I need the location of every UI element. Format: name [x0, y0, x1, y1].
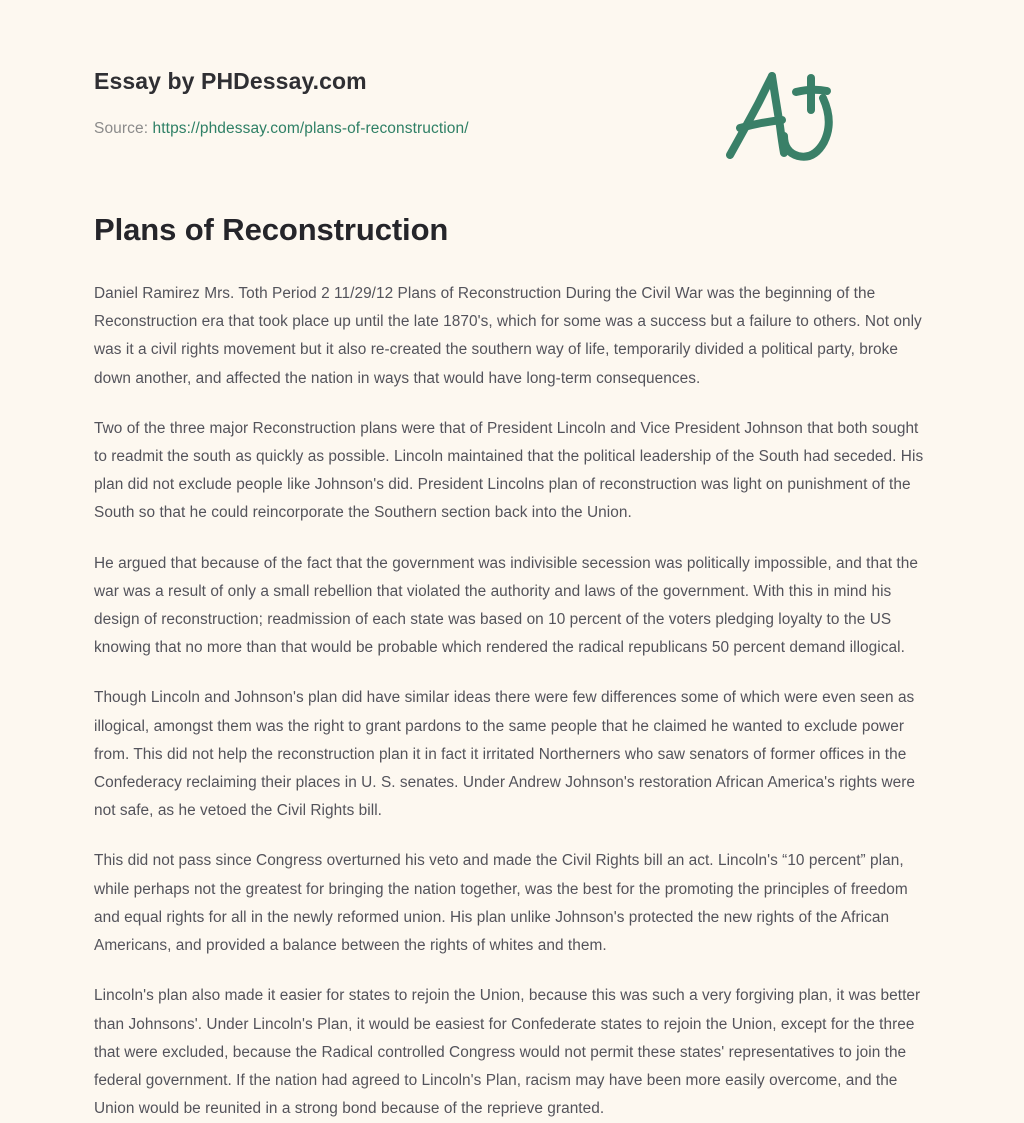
brand-title: Essay by PHDessay.com [94, 68, 367, 94]
essay-paragraph: Daniel Ramirez Mrs. Toth Period 2 11/29/12 Plans of Reconstruction During the Civil War was the beginning of the Reconstruction era that took place up until the late 1870's, which for some was a success but a failure to others. Not only was it a civil rights movement but it also re-created the southern way of life, temporarily divided a political party, broke down another, and affected the nation in ways that would have long-term consequences. [94, 285, 922, 387]
page-header [94, 0, 930, 139]
essay-paragraph: Two of the three major Reconstruction plans were that of President Lincoln and Vice President Johnson that both sought to readmit the south as quickly as possible. Lincoln maintained that the political leadership of the South had seceded. His plan did not exclude people like Johnson's did. President Lincolns plan of reconstruction was light on punishment of the South so that he could reincorporate the Southern section back into the Union. [94, 419, 924, 522]
essay-paragraph: Though Lincoln and Johnson's plan did have similar ideas there were few differences some of which were even seen as illogical, amongst them was the right to grant pardons to the same people that he claimed he wanted to exclude power from. This did not help the reconstruction plan it in fact it irritated Northerners who saw senators of former offices in the Confederacy reclaiming their places in U. S. senates. Under Andrew Johnson's restoration African America's rights were not safe, as he vetoed the Civil Rights bill. [94, 689, 916, 820]
aplus-logo-icon [714, 60, 844, 170]
page-title: Plans of Reconstruction [94, 212, 449, 248]
essay-paragraph: Lincoln's plan also made it easier for states to rejoin the Union, because this was such a very forgiving plan, it was better than Johnsons'. Under Lincoln's Plan, it would be easiest for Confederate states to rejoin the Union, except for the three that were excluded, because the Radical controlled Congress would not permit these states' representatives to join the federal government. If the nation had agreed to Lincoln's Plan, racism may have been more easily overcome, and the Union would be reunited in a strong bond because of the reprieve granted. [94, 987, 921, 1118]
essay-paragraph: This did not pass since Congress overturned his veto and made the Civil Rights bill an act. Lincoln's “10 percent” plan, while perhaps not the greatest for bringing the nation together, was the best for the promoting the principles of freedom and equal rights for all in the newly reformed union. His plan unlike Johnson's protected the new rights of the African Americans, and provided a balance between the rights of whites and them. [94, 852, 908, 955]
aplus-logo-svg [714, 60, 844, 170]
essay-body [94, 280, 930, 1123]
source-url-link[interactable]: https://phdessay.com/plans-of-reconstruction/ [152, 119, 469, 137]
essay-paragraph: He argued that because of the fact that the government was indivisible secession was politically impossible, and that the war was a result of only a small rebellion that violated the authority and laws of the government. With this in mind his design of reconstruction; readmission of each state was based on 10 percent of the voters pledging loyalty to the US knowing that no more than that would be probable which rendered the radical republicans 50 percent demand illogical. [94, 554, 918, 657]
source-label: Source: [94, 119, 149, 137]
